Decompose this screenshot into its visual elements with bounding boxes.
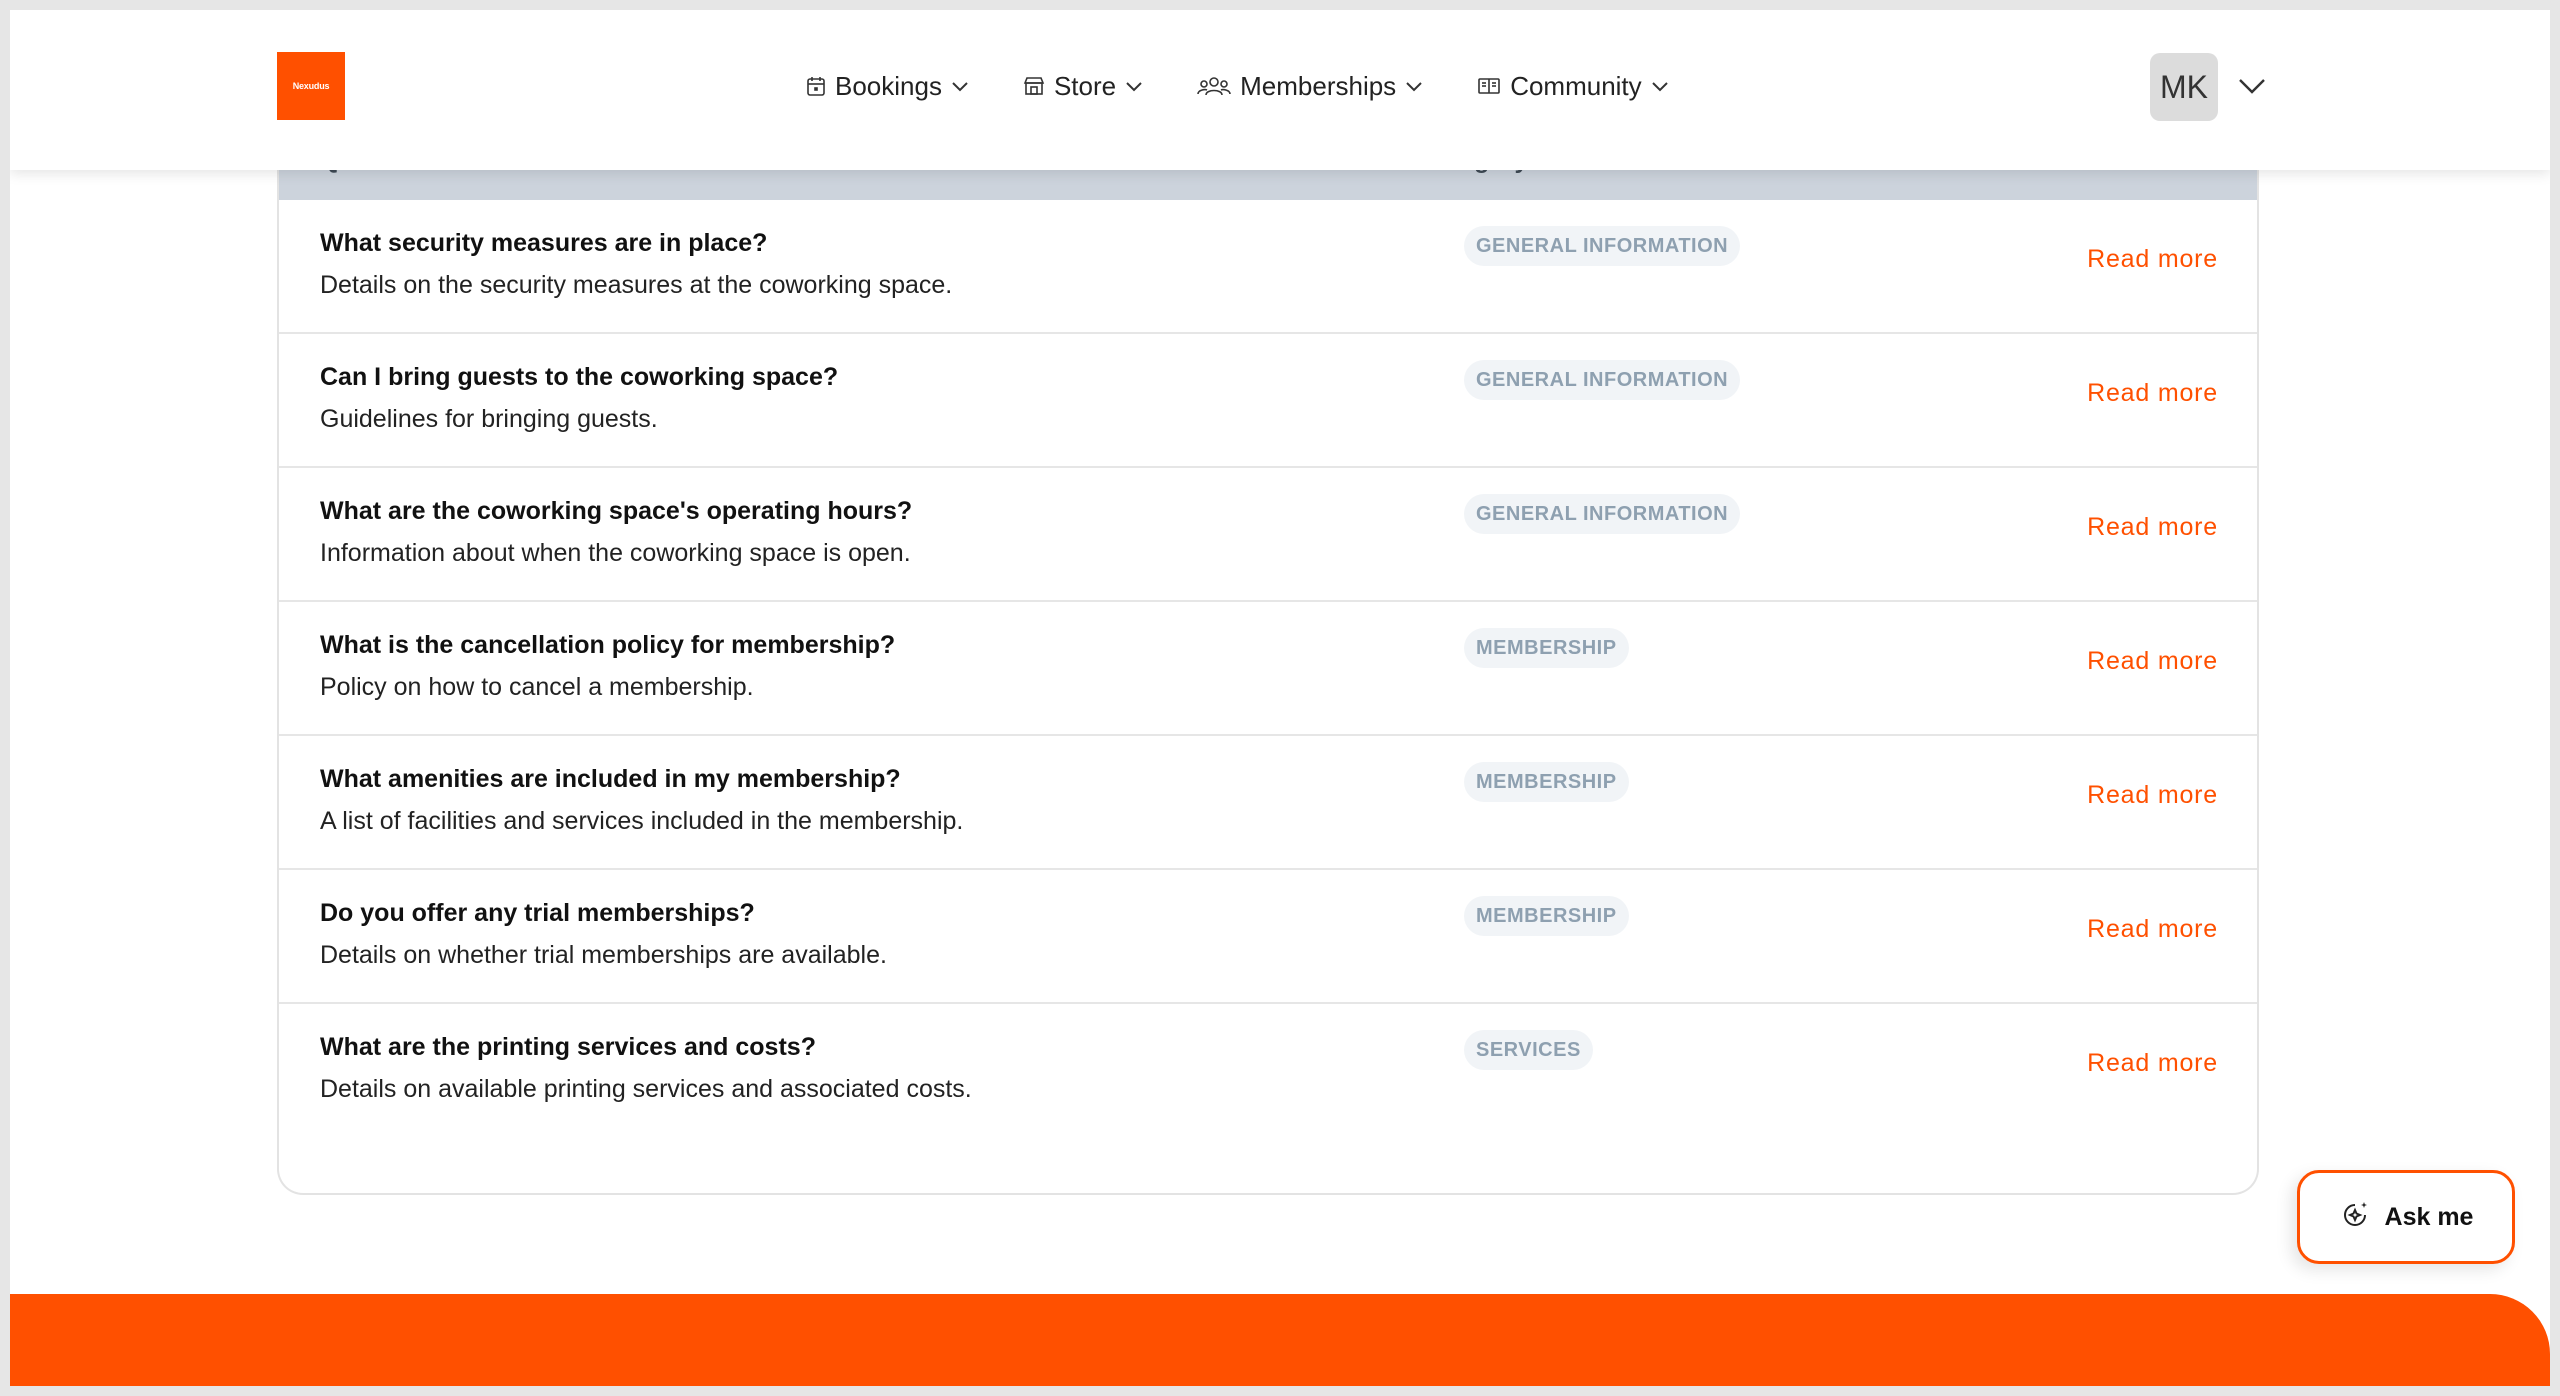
- category-badge: SERVICES: [1464, 1030, 1593, 1070]
- category-badge: MEMBERSHIP: [1464, 628, 1629, 668]
- read-more-link[interactable]: Read more: [2087, 1049, 2218, 1077]
- category-badge: MEMBERSHIP: [1464, 762, 1629, 802]
- nav-label-store: Store: [1053, 70, 1117, 101]
- store-icon: [1023, 76, 1045, 96]
- user-avatar[interactable]: MK: [2150, 53, 2218, 121]
- ask-me-label: Ask me: [2384, 1202, 2474, 1231]
- table-row: [279, 200, 2259, 334]
- page-frame: [10, 10, 2550, 1386]
- chevron-down-icon: [951, 80, 969, 92]
- nav-item-memberships[interactable]: [1197, 71, 1423, 102]
- question-title: Do you offer any trial memberships?: [320, 899, 755, 927]
- chevron-down-icon: [1125, 80, 1143, 92]
- table-row: [279, 334, 2259, 468]
- read-more-link[interactable]: Read more: [2087, 915, 2218, 943]
- table-row: [279, 602, 2259, 736]
- category-badge: GENERAL INFORMATION: [1464, 494, 1740, 534]
- top-navigation-bar: [10, 10, 2550, 170]
- main-nav: [806, 62, 1669, 110]
- category-badge: MEMBERSHIP: [1464, 896, 1629, 936]
- question-title: What are the printing services and costs?: [320, 1033, 816, 1061]
- question-title: What are the coworking space's operating hours?: [320, 497, 913, 525]
- question-description: Details on the security measures at the coworking space.: [320, 271, 953, 299]
- read-more-link[interactable]: Read more: [2087, 647, 2218, 675]
- people-icon: [1197, 75, 1231, 97]
- question-title: Can I bring guests to the coworking space?: [320, 363, 839, 391]
- question-title: What amenities are included in my membership?: [320, 765, 901, 793]
- table-row: [279, 870, 2259, 1004]
- table-row: [279, 1004, 2259, 1138]
- ask-me-button[interactable]: [2297, 1170, 2515, 1264]
- footer-band: [10, 1294, 2550, 1386]
- read-more-link[interactable]: Read more: [2087, 379, 2218, 407]
- nav-item-store[interactable]: [1023, 71, 1143, 102]
- chevron-down-icon: [1405, 80, 1423, 92]
- chevron-down-icon[interactable]: [2237, 76, 2267, 101]
- question-description: Policy on how to cancel a membership.: [320, 673, 754, 701]
- brand-logo[interactable]: Nexudus: [277, 52, 345, 120]
- nav-item-community[interactable]: [1477, 71, 1668, 102]
- nav-label-bookings: Bookings: [835, 70, 942, 101]
- nav-label-memberships: Memberships: [1240, 70, 1397, 101]
- question-title: What is the cancellation policy for membership?: [320, 631, 896, 659]
- sparkle-icon: [2339, 1199, 2371, 1236]
- table-row: [279, 736, 2259, 870]
- table-row: [279, 468, 2259, 602]
- table-body: [279, 200, 2259, 1138]
- category-badge: GENERAL INFORMATION: [1464, 226, 1740, 266]
- question-description: Guidelines for bringing guests.: [320, 405, 658, 433]
- read-more-link[interactable]: Read more: [2087, 513, 2218, 541]
- nav-label-community: Community: [1510, 70, 1642, 101]
- nav-item-bookings[interactable]: [806, 71, 969, 102]
- calendar-icon: [806, 75, 826, 97]
- book-icon: [1477, 76, 1501, 96]
- faq-table: [277, 120, 2259, 1195]
- read-more-link[interactable]: Read more: [2087, 245, 2218, 273]
- question-description: A list of facilities and services included in the membership.: [320, 807, 964, 835]
- category-badge: GENERAL INFORMATION: [1464, 360, 1740, 400]
- question-description: Details on whether trial memberships are available.: [320, 941, 887, 969]
- question-description: Details on available printing services and associated costs.: [320, 1075, 972, 1103]
- question-title: What security measures are in place?: [320, 229, 768, 257]
- chevron-down-icon: [1651, 80, 1669, 92]
- read-more-link[interactable]: Read more: [2087, 781, 2218, 809]
- question-description: Information about when the coworking space is open.: [320, 539, 911, 567]
